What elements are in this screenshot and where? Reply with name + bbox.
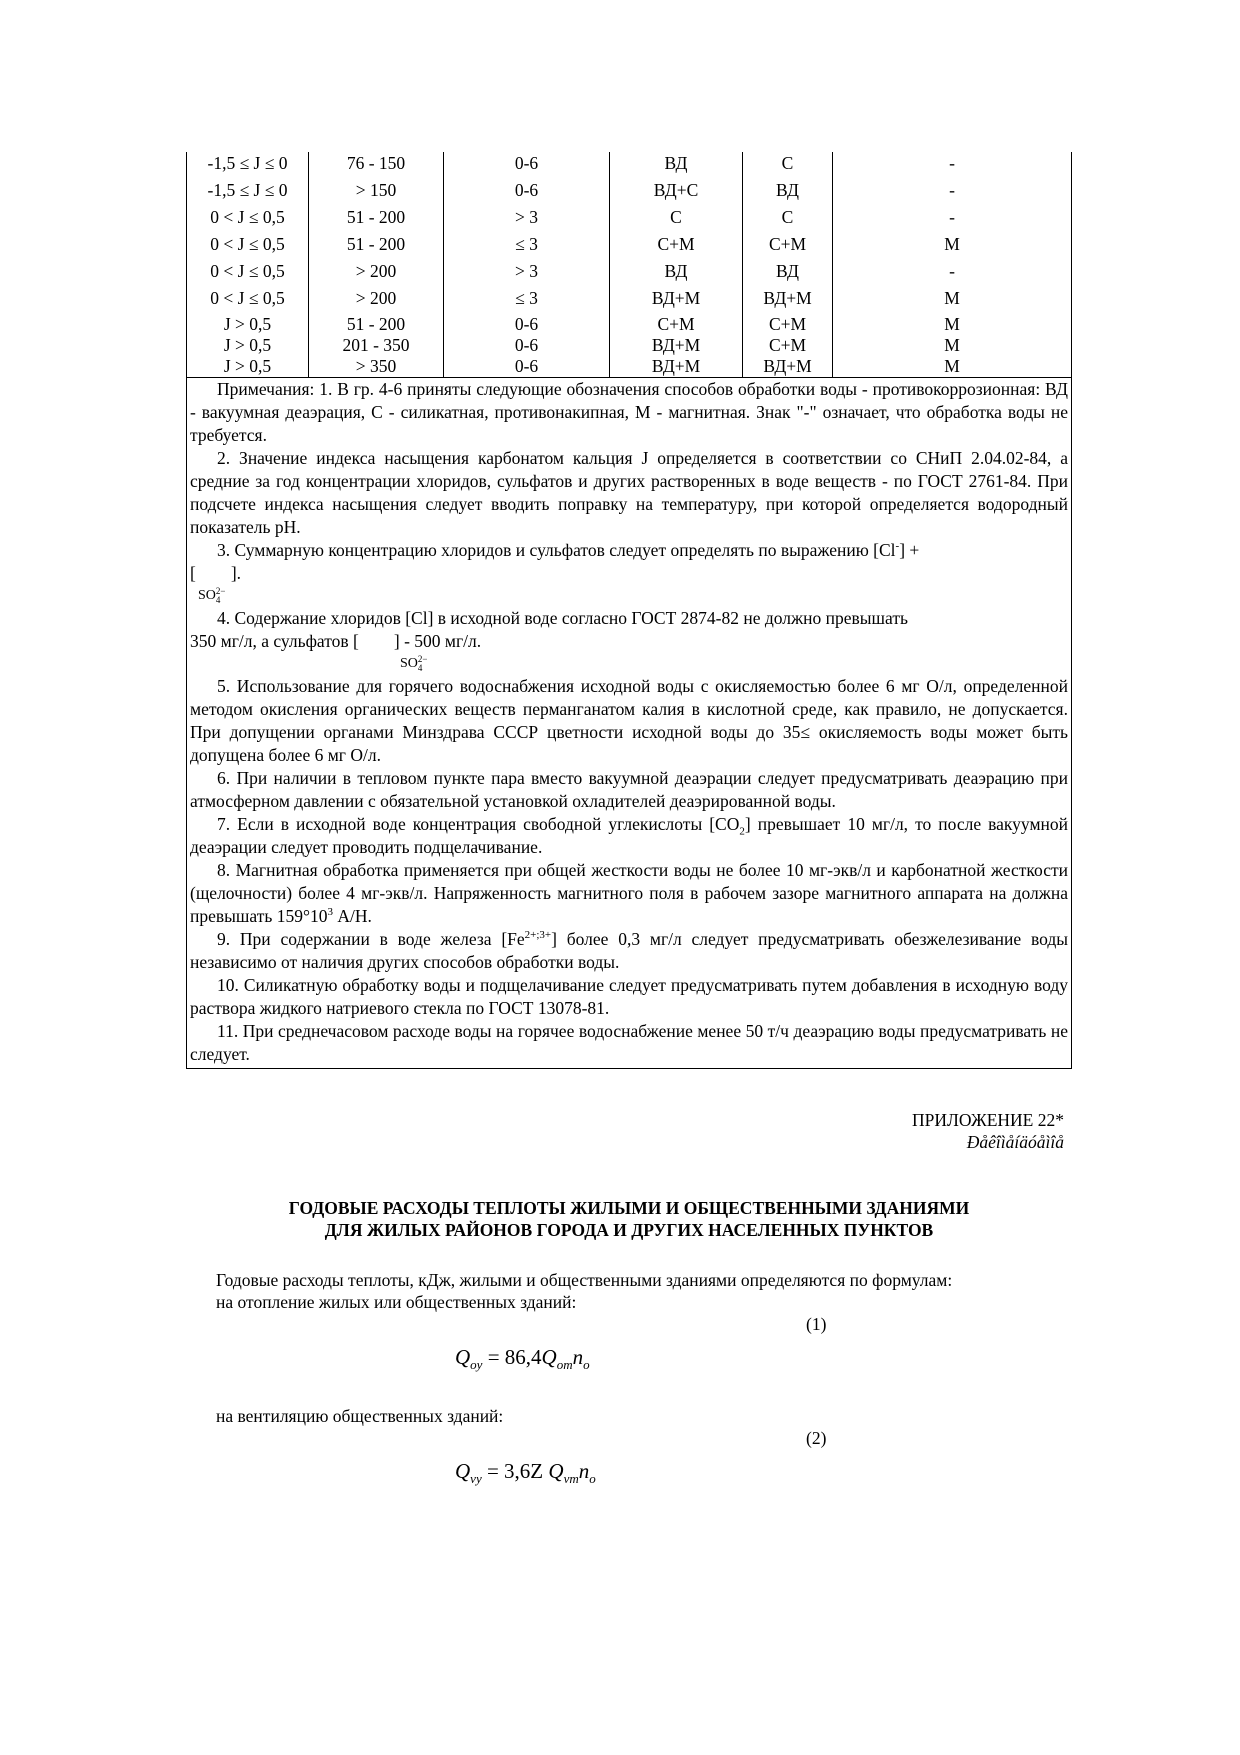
- table-cell: 51 - 200: [309, 233, 444, 260]
- table-cell: > 3: [444, 260, 610, 287]
- table-row: [187, 287, 1072, 314]
- note-7: 7. Если в исходной воде концентрация свободной углекислоты $[CO_2]$ превышает 10 мг/л, то после вакуумной деаэрации следует проводить подщелачивание.: [190, 814, 1068, 857]
- table-cell: ВД: [610, 260, 743, 287]
- table-cell: С+М: [610, 233, 743, 260]
- table-row: [187, 233, 1072, 260]
- table-cell: ВД: [743, 260, 833, 287]
- notes-block: [186, 378, 1072, 1069]
- table-cell: > 3: [444, 206, 610, 233]
- appendix-intro: Годовые расходы теплоты, кДж, жилыми и общественными зданиями определяются по формулам: на отопление жилых или общественных зданий:: [216, 1270, 953, 1312]
- equation-1-block: [186, 1313, 1072, 1393]
- table-cell: 76 - 150: [309, 152, 444, 179]
- table-cell: > 200: [309, 260, 444, 287]
- water-treatment-table: [186, 152, 1072, 378]
- table-cell: ВД+М: [743, 356, 833, 378]
- table-cell: 0-6: [444, 152, 610, 179]
- table-row: [187, 260, 1072, 287]
- ventilation-label: на вентиляцию общественных зданий:: [216, 1406, 504, 1426]
- table-cell: J > 0,5: [187, 356, 309, 378]
- note-9: 9. При содержании в воде железа $[Fe^{2+;3+}]$ более 0,3 мг/л следует предусматривать обезжелезивание воды независимо от наличия других способов обработки воды.: [190, 929, 1068, 972]
- equation-1-number: (1): [806, 1314, 827, 1334]
- table-cell: С: [743, 152, 833, 179]
- table-cell: М: [833, 314, 1072, 335]
- table-cell: > 200: [309, 287, 444, 314]
- equation-2-number: (2): [806, 1428, 827, 1448]
- note-4: 4. Содержание хлоридов [Cl] в исходной воде согласно ГОСТ 2874-82 не должно превышать: [217, 608, 908, 628]
- table-row: [187, 335, 1072, 356]
- note-11: 11. При среднечасовом расходе воды на горячее водоснабжение менее 50 т/ч деаэрацию воды предусматривать не следует.: [190, 1021, 1068, 1064]
- note-5: 5. Использование для горячего водоснабжения исходной воды с окисляемостью более 6 мг О/л, определенной методом окисления органических веществ перманганатом калия в кислотной среде, как правило, не допускается. При допущении органами Минздрава СССР цветности исходной воды до 35≤ окисляемость воды может быть допущена более 6 мг О/л.: [190, 676, 1068, 765]
- table-cell: М: [833, 356, 1072, 378]
- table-cell: > 350: [309, 356, 444, 378]
- table-cell: -1,5 ≤ J ≤ 0: [187, 152, 309, 179]
- content: [186, 152, 1072, 1507]
- table-cell: С+М: [743, 335, 833, 356]
- table-cell: 0 < J ≤ 0,5: [187, 206, 309, 233]
- table-cell: -: [833, 260, 1072, 287]
- table-cell: -1,5 ≤ J ≤ 0: [187, 179, 309, 206]
- table-cell: ВД: [610, 152, 743, 179]
- table-cell: ВД: [743, 179, 833, 206]
- note-3-bracket: [ ].: [190, 563, 242, 583]
- table-cell: С+М: [743, 233, 833, 260]
- table-row: [187, 206, 1072, 233]
- equation-2: $Q_{vy} = 3,6Z$ $Q_{vm}n_o$: [455, 1459, 596, 1487]
- table-cell: ≤ 3: [444, 233, 610, 260]
- table-cell: С: [743, 206, 833, 233]
- table-cell: 0-6: [444, 314, 610, 335]
- note-4-cont: 350 мг/л, а сульфатов [ ] - 500 мг/л.: [190, 631, 482, 651]
- table-cell: 0 < J ≤ 0,5: [187, 233, 309, 260]
- table-row: [187, 152, 1072, 179]
- note-8: 8. Магнитная обработка применяется при общей жесткости воды не более 10 мг-экв/л и карбонатной жесткости (щелочности) более 4 мг-экв/л. Напряженность магнитного поля в рабочем зазоре магнитного аппарата на должна превышать $159^\circ 10^3$ А/Н.: [190, 860, 1068, 926]
- appendix-sublabel: Ðåêîìåíäóåìîå: [966, 1132, 1064, 1152]
- note-1: Примечания: 1. В гр. 4-6 приняты следующие обозначения способов обработки воды - противокоррозионная: ВД - вакуумная деаэрация, С - силикатная, противонакипная, М - магнитная. Знак "-" означает, что обработка воды не требуется.: [190, 379, 1068, 445]
- table-cell: ВД+М: [610, 335, 743, 356]
- table-cell: ≤ 3: [444, 287, 610, 314]
- table-cell: > 150: [309, 179, 444, 206]
- equation-2-block: [186, 1427, 1072, 1507]
- table-row: [187, 314, 1072, 335]
- note-6: 6. При наличии в тепловом пункте пара вместо вакуумной деаэрации следует предусматривать деаэрацию при атмосферном давлении с обязательной установкой охладителей деаэрированной воды.: [190, 768, 1068, 811]
- note-10: 10. Силикатную обработку воды и подщелачивание следует предусматривать путем добавления в исходную воду раствора жидкого натриевого стекла по ГОСТ 13078-81.: [190, 975, 1068, 1018]
- table-row: [187, 179, 1072, 206]
- table-cell: -: [833, 206, 1072, 233]
- table-cell: М: [833, 335, 1072, 356]
- table-cell: 0-6: [444, 356, 610, 378]
- table-cell: С: [610, 206, 743, 233]
- table-cell: ВД+С: [610, 179, 743, 206]
- note-3: 3. Суммарную концентрацию хлоридов и сульфатов следует определять по выражению [Cl-] +: [217, 540, 920, 560]
- table-cell: М: [833, 287, 1072, 314]
- table-cell: 0 < J ≤ 0,5: [187, 287, 309, 314]
- note-2: 2. Значение индекса насыщения карбонатом кальция J определяется в соответствии со СНиП 2.04.02-84, а средние за год концентрации хлоридов, сульфатов и других растворенных в воде веществ - по ГОСТ 2761-84. При подсчете индекса насыщения следует вводить поправку на температуру, при которой определяется водородный показатель pH.: [190, 448, 1068, 537]
- table-cell: ВД+М: [610, 287, 743, 314]
- table-cell: -: [833, 152, 1072, 179]
- table-cell: J > 0,5: [187, 335, 309, 356]
- so4-formula: SO 2− 4: [198, 585, 226, 605]
- table-cell: С+М: [743, 314, 833, 335]
- table-cell: 201 - 350: [309, 335, 444, 356]
- table-cell: J > 0,5: [187, 314, 309, 335]
- table-cell: 51 - 200: [309, 314, 444, 335]
- table-cell: 0-6: [444, 179, 610, 206]
- equation-1: $Q_{oy} = 86,4Q_{om}n_o$: [455, 1345, 590, 1373]
- table-cell: С+М: [610, 314, 743, 335]
- appendix-label: ПРИЛОЖЕНИЕ 22* Ðåêîìåíäóåìîå: [186, 1109, 1072, 1153]
- so4-formula-2: SO 2− 4: [400, 653, 428, 673]
- table-row: [187, 356, 1072, 378]
- table-cell: 51 - 200: [309, 206, 444, 233]
- table-cell: ВД+М: [610, 356, 743, 378]
- table-cell: ВД+М: [743, 287, 833, 314]
- appendix-title: ГОДОВЫЕ РАСХОДЫ ТЕПЛОТЫ ЖИЛЫМИ И ОБЩЕСТВЕННЫМИ ЗДАНИЯМИ ДЛЯ ЖИЛЫХ РАЙОНОВ ГОРОДА И ДРУГИХ НАСЕЛЕННЫХ ПУНКТОВ: [288, 1198, 970, 1240]
- table-cell: -: [833, 179, 1072, 206]
- table-cell: 0 < J ≤ 0,5: [187, 260, 309, 287]
- table-cell: 0-6: [444, 335, 610, 356]
- table-cell: М: [833, 233, 1072, 260]
